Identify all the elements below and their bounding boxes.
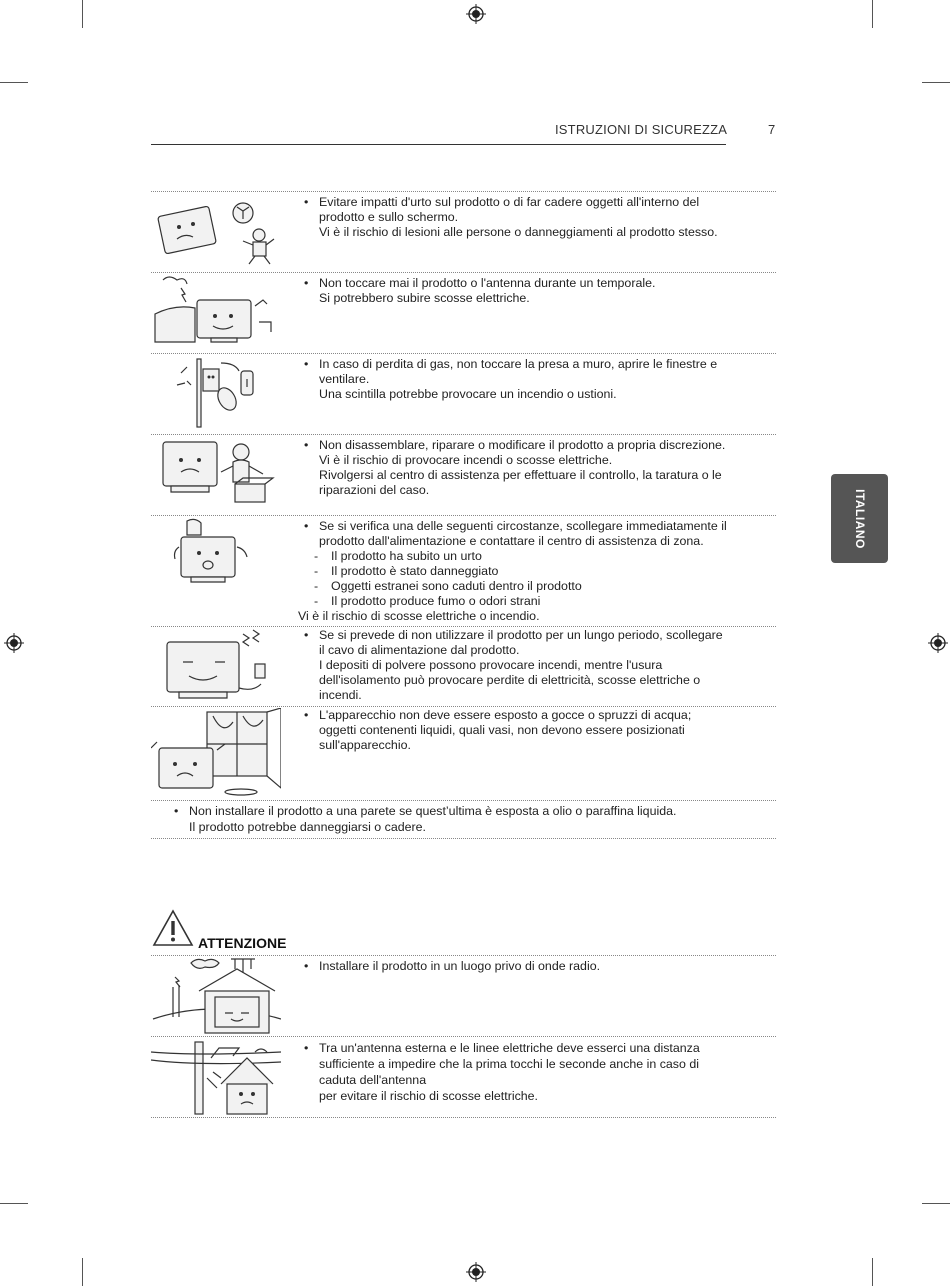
item-line: sufficiente a impedire che la prima tocchi le seconde anche in caso di (319, 1057, 699, 1071)
crop-mark (82, 0, 83, 28)
warning-triangle-icon (151, 908, 195, 948)
item-line: Rivolgersi al centro di assistenza per effettuare il controllo, la taratura o le (319, 468, 722, 482)
separator (151, 1036, 776, 1037)
condition-line: - Il prodotto ha subito un urto (304, 549, 727, 564)
registration-mark-icon (466, 1262, 486, 1282)
crop-mark (922, 82, 950, 83)
registration-mark-icon (928, 633, 948, 653)
separator (151, 800, 776, 801)
item-line: • Se si prevede di non utilizzare il prodotto per un lungo periodo, scollegare (304, 628, 723, 643)
attention-label: ATTENZIONE (198, 935, 287, 951)
condition-line: - Il prodotto è stato danneggiato (304, 564, 727, 579)
item-text (304, 1040, 700, 1104)
item-line: il cavo di alimentazione dal prodotto. (319, 643, 520, 657)
item-note: Vi è il rischio di scosse elettriche o incendio. (298, 609, 540, 623)
separator (151, 272, 776, 273)
separator (151, 955, 776, 956)
item-line: dell'isolamento può provocare perdite di elettricità, scosse elettriche o (319, 673, 701, 687)
item-line: Vi è il rischio di lesioni alle persone o danneggiamenti al prodotto stesso. (319, 225, 718, 239)
crop-mark (82, 1258, 83, 1286)
crop-mark (0, 82, 28, 83)
safety-item (151, 708, 776, 799)
item-line: • Evitare impatti d'urto sul prodotto o di far cadere oggetti all'interno del (304, 195, 718, 210)
wall-note-line: Il prodotto potrebbe danneggiarsi o cadere. (189, 820, 426, 834)
header-rule (151, 144, 726, 145)
item-line: • In caso di perdita di gas, non toccare la presa a muro, aprire le finestre e (304, 357, 717, 372)
gas-leak-illustration-icon (151, 355, 281, 431)
item-text (304, 195, 718, 240)
item-text (304, 628, 723, 703)
item-text (304, 708, 691, 753)
item-line: • Installare il prodotto in un luogo privo di onde radio. (304, 959, 600, 974)
item-line: • Se si verifica una delle seguenti circostanze, scollegare immediatamente il (304, 519, 727, 534)
item-text (304, 959, 600, 974)
attention-item (151, 957, 776, 1035)
antenna-power-line-illustration-icon (151, 1038, 281, 1116)
registration-mark-icon (466, 4, 486, 24)
safety-item (151, 193, 776, 271)
item-line: incendi. (319, 688, 362, 702)
item-text (304, 276, 655, 306)
item-line: caduta dell'antenna (319, 1073, 427, 1087)
attention-item (151, 1038, 776, 1116)
tv-thunderstorm-illustration-icon (151, 274, 281, 350)
registration-mark-icon (4, 633, 24, 653)
condition-line: - Il prodotto produce fumo o odori strani (304, 594, 727, 609)
tv-disassemble-illustration-icon (151, 436, 281, 512)
radio-waves-house-illustration-icon (151, 957, 281, 1035)
crop-mark (922, 1203, 950, 1204)
safety-item (151, 517, 776, 625)
item-line: Una scintilla potrebbe provocare un incendio o ustioni. (319, 387, 617, 401)
item-line: per evitare il rischio di scosse elettriche. (319, 1089, 538, 1103)
item-line: prodotto dall'alimentazione e contattare il centro di assistenza di zona. (319, 534, 704, 548)
page-number: 7 (768, 122, 776, 137)
safety-item (151, 436, 776, 514)
item-line: riparazioni del caso. (319, 483, 430, 497)
item-line: sull'apparecchio. (319, 738, 411, 752)
separator (151, 1117, 776, 1118)
safety-item (151, 274, 776, 352)
separator (151, 515, 776, 516)
language-tab-label: ITALIANO (852, 488, 867, 549)
separator (151, 191, 776, 192)
crop-mark (0, 1203, 28, 1204)
tv-impact-illustration-icon (151, 193, 281, 269)
wall-note-line: • Non installare il prodotto a una parete se quest’ultima è esposta a olio o paraffina liquida. (174, 803, 676, 819)
item-text (304, 438, 725, 498)
item-line: Si potrebbero subire scosse elettriche. (319, 291, 530, 305)
crop-mark (872, 0, 873, 28)
tv-water-illustration-icon (151, 708, 281, 798)
item-line: prodotto e sullo schermo. (319, 210, 459, 224)
attention-heading (151, 908, 287, 951)
separator (151, 706, 776, 707)
item-line: oggetti contenenti liquidi, quali vasi, non devono essere posizionati (319, 723, 685, 737)
item-line: ventilare. (319, 372, 370, 386)
item-line: Vi è il rischio di provocare incendi o scosse elettriche. (319, 453, 613, 467)
section-title: ISTRUZIONI DI SICUREZZA (555, 122, 728, 137)
wall-note (174, 803, 676, 835)
separator (151, 434, 776, 435)
separator (151, 626, 776, 627)
safety-item (151, 355, 776, 433)
separator (151, 353, 776, 354)
item-line: • Tra un'antenna esterna e le linee elettriche deve esserci una distanza (304, 1040, 700, 1056)
item-line: • Non toccare mai il prodotto o l'antenna durante un temporale. (304, 276, 655, 291)
language-tab (831, 474, 888, 563)
crop-mark (872, 1258, 873, 1286)
item-line: • L'apparecchio non deve essere esposto a gocce o spruzzi di acqua; (304, 708, 691, 723)
tv-smoke-illustration-icon (151, 517, 281, 593)
tv-unplug-illustration-icon (151, 628, 281, 704)
safety-item (151, 628, 776, 705)
item-line: I depositi di polvere possono provocare incendi, mentre l'usura (319, 658, 663, 672)
item-text (304, 357, 717, 402)
separator (151, 838, 776, 839)
item-line: • Non disassemblare, riparare o modificare il prodotto a propria discrezione. (304, 438, 725, 453)
condition-line: - Oggetti estranei sono caduti dentro il prodotto (304, 579, 727, 594)
item-text (298, 519, 727, 624)
